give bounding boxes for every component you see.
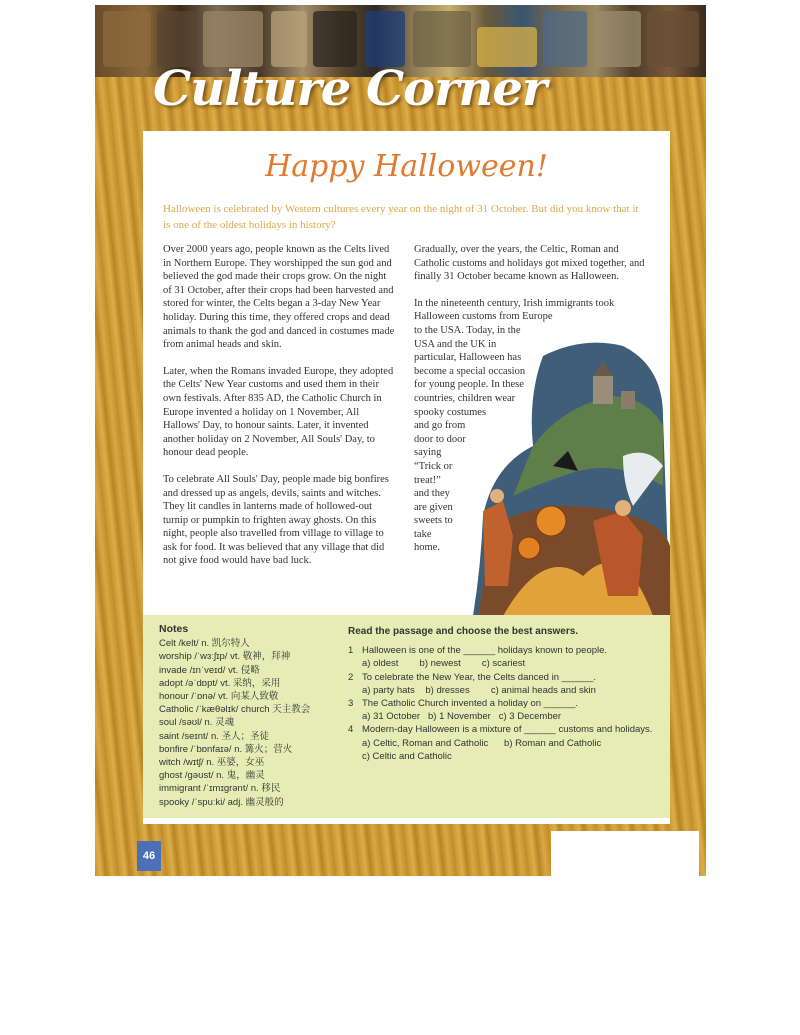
paragraph: Over 2000 years ago, people known as the Celts lived in Northern Europe. They worshipped the sun god and believed the god made their crops grow. On the night of 31 October, after their crops had been harvested and stored for winter, the Celts began a 3-day New Year holiday. During this time, they offered crops and dead animals to thank the god and danced in costumes made from animal heads and skin.	[163, 244, 395, 351]
question-text: Halloween is one of the ______ holidays known to people.	[362, 645, 608, 657]
quiz-question	[348, 697, 658, 710]
question-number: 2	[348, 671, 354, 683]
note-item: saint /seɪnt/ n. 圣人；圣徒	[159, 730, 270, 742]
textbook-page	[95, 5, 706, 876]
question-text: To celebrate the New Year, the Celts danced in ______.	[362, 671, 596, 683]
text-line: particular, Halloween has	[414, 352, 522, 364]
question-text: Modern-day Halloween is a mixture of ______ customs and holidays.	[362, 724, 653, 736]
reading-quiz	[348, 625, 658, 763]
quiz-instructions: Read the passage and choose the best answers.	[348, 626, 579, 637]
text-line: USA and the UK in	[414, 338, 497, 350]
text-line: “Trick or	[414, 460, 453, 472]
paragraph: Later, when the Romans invaded Europe, they adopted the Celts' New Year customs and used them in their own festivals. After 835 AD, the Catholic Church in Europe invented a holiday on 1 November, All Hallows' Day, to honour saints. Later, it invented another holiday on 2 November, All Souls' Day, to honour dead people.	[163, 365, 394, 459]
note-item: invade /ɪnˈveɪd/ vt. 侵略	[159, 664, 260, 676]
note-item: honour /ˈɒnə/ vt. 向某人致敬	[159, 691, 279, 703]
question-number: 3	[348, 698, 354, 710]
question-options: c) Celtic and Catholic	[362, 750, 452, 762]
text-line: treat!”	[414, 474, 441, 486]
text-line: and go from	[414, 420, 466, 432]
paragraph: To celebrate All Souls' Day, people made big bonfires and dressed up as angels, devils, saints and witches. They lit candles in lanterns made of hollowed-out turnip or pumpkin to frighten away ghosts. On this night, people also travelled from village to village to ask for food. It was believed that any village that did not give food would have bad luck.	[163, 473, 389, 567]
paragraph: Gradually, over the years, the Celtic, Roman and Catholic customs and holidays got mixed together, and finally 31 October became known as Halloween.	[414, 244, 645, 283]
note-item: Catholic /ˈkæθəlɪk/ church 天主教会	[159, 704, 311, 716]
text-line: countries, children wear	[414, 392, 516, 404]
article-heading: Happy Halloween!	[265, 149, 548, 184]
vocabulary-notes	[159, 623, 337, 809]
question-text: The Catholic Church invented a holiday on ______.	[362, 698, 579, 710]
article-column-left	[163, 243, 395, 581]
text-line: sweets to	[414, 515, 453, 527]
text-line: for young people. In these	[414, 379, 524, 391]
note-item: bonfire /ˈbɒnfaɪə/ n. 篝火；营火	[159, 743, 293, 755]
note-item: adopt /əˈdɒpt/ vt. 采纳，采用	[159, 677, 281, 689]
question-options: a) oldest b) newest c) scariest	[362, 658, 526, 670]
text-line: door to door	[414, 433, 466, 445]
blank-label-area	[551, 831, 699, 876]
content-panel	[143, 131, 670, 824]
text-line: Halloween customs from Europe	[414, 311, 553, 323]
text-line: and they	[414, 488, 450, 500]
text-line: become a special occasion	[414, 365, 526, 377]
question-options: a) 31 October b) 1 November c) 3 December	[362, 711, 562, 723]
note-item: soul /səʊl/ n. 灵魂	[159, 717, 235, 729]
note-item: immigrant /ˈɪmɪgrənt/ n. 移民	[159, 783, 281, 795]
halloween-illustration	[473, 336, 670, 616]
text-line: saying	[414, 447, 442, 459]
question-options: a) party hats b) dresses c) animal heads and skin	[362, 684, 596, 696]
text-line: are given	[414, 501, 453, 513]
question-number: 1	[348, 645, 354, 657]
text-line: In the nineteenth century, Irish immigrants took	[414, 297, 615, 309]
note-item: spooky /ˈspuːki/ adj. 幽灵般的	[159, 796, 284, 808]
quiz-question	[348, 723, 658, 736]
note-item: Celt /kelt/ n. 凯尔特人	[159, 638, 250, 650]
text-line: take	[414, 528, 432, 540]
text-line: home.	[414, 542, 440, 554]
question-number: 4	[348, 724, 354, 736]
quiz-question	[348, 644, 658, 657]
note-item: ghost /gəʊst/ n. 鬼，幽灵	[159, 770, 265, 782]
note-item: witch /wɪtʃ/ n. 巫婆，女巫	[159, 757, 265, 769]
quiz-question	[348, 671, 658, 684]
notes-heading: Notes	[159, 623, 189, 635]
article-intro: Halloween is celebrated by Western cultures every year on the night of 31 October. But did you know that it is one of the oldest holidays in history?	[163, 203, 639, 231]
section-title: Culture Corner	[153, 61, 547, 117]
page-number: 46	[137, 841, 161, 871]
text-line: to the USA. Today, in the	[414, 324, 521, 336]
text-line: spooky costumes	[414, 406, 487, 418]
note-item: worship /ˈwɜːʃɪp/ vt. 敬神，拜神	[159, 651, 291, 663]
exercise-box	[143, 615, 670, 818]
question-options: a) Celtic, Roman and Catholic b) Roman and Catholic	[362, 737, 602, 749]
